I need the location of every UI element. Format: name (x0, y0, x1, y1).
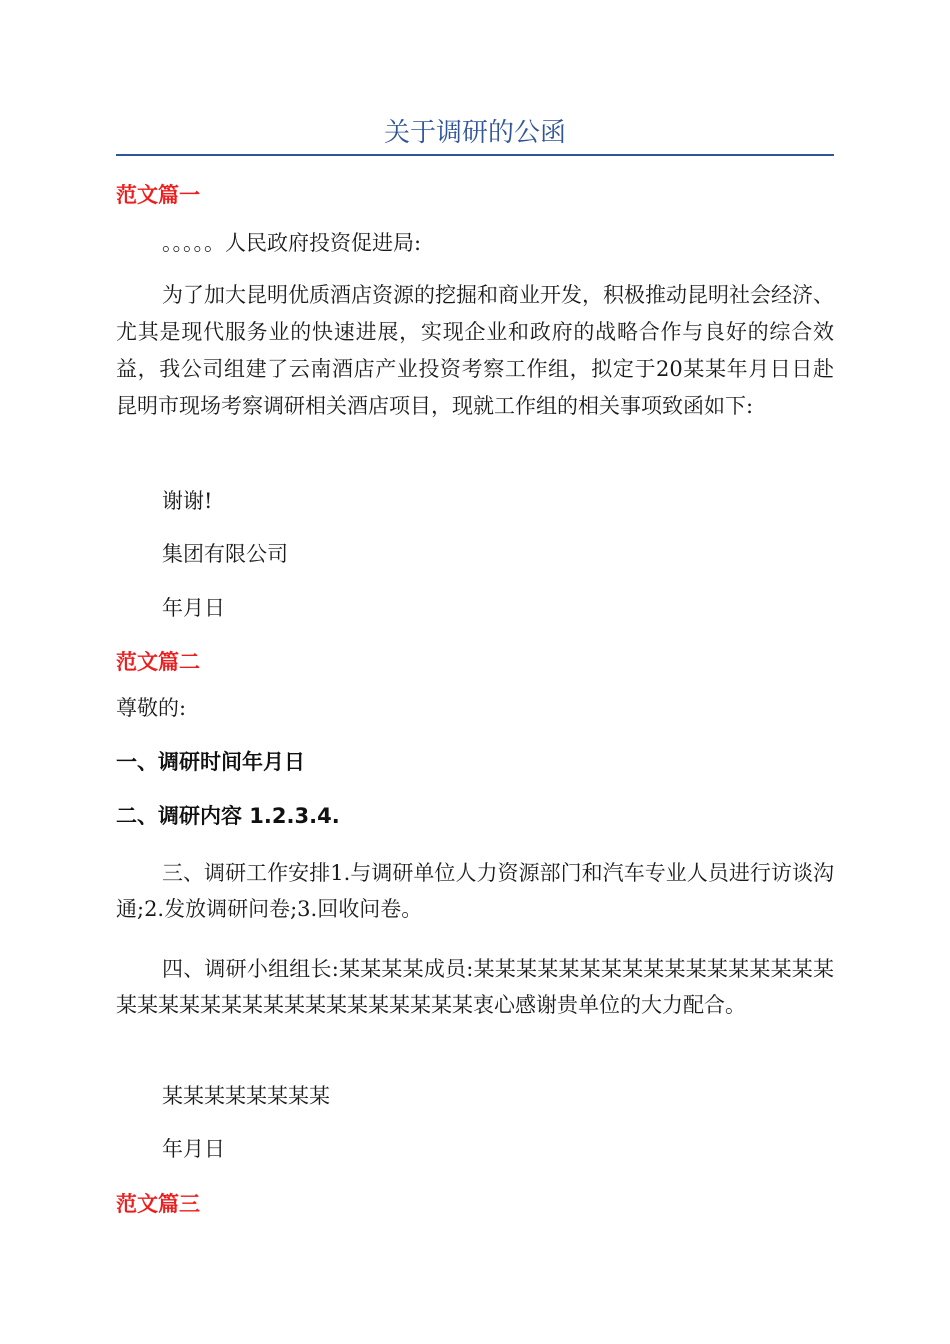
item-survey-content: 二、调研内容 1.2.3.4. (116, 804, 340, 828)
thanks-line: 谢谢! (162, 489, 213, 513)
company-name: 集团有限公司 (162, 542, 288, 566)
date-line-1: 年月日 (162, 596, 225, 620)
salutation-1: 。。。。。人民政府投资促进局: (162, 231, 422, 255)
salutation-2: 尊敬的: (116, 696, 187, 720)
body-paragraph-1: 为了加大昆明优质酒店资源的挖掘和商业开发，积极推动昆明社会经济、尤其是现代服务业的快速进展，实现企业和政府的战略合作与良好的综合效益，我公司组建了云南酒店产业投资考察工作组，拟定于20某某年月日日赴昆明市现场考察调研相关酒店项目，现就工作组的相关事项致函如下: (116, 283, 834, 418)
date-line-2: 年月日 (162, 1137, 225, 1161)
section-heading-2: 范文篇二 (116, 650, 200, 674)
section-heading-1: 范文篇一 (116, 183, 200, 207)
signature-line: 某某某某某某某某 (162, 1084, 330, 1108)
item-survey-arrangement: 三、调研工作安排1.与调研单位人力资源部门和汽车专业人员进行访谈沟通;2.发放调研问卷;3.回收问卷。 (116, 861, 834, 921)
document-title: 关于调研的公函 (383, 118, 566, 148)
item-survey-team: 四、调研小组组长:某某某某成员:某某某某某某某某某某某某某某某某某某某某某某某某某某某某某某某某某某衷心感谢贵单位的大力配合。 (116, 957, 834, 1017)
section-heading-3: 范文篇三 (116, 1192, 200, 1216)
item-survey-time: 一、调研时间年月日 (116, 750, 305, 774)
title-underline (116, 154, 834, 156)
